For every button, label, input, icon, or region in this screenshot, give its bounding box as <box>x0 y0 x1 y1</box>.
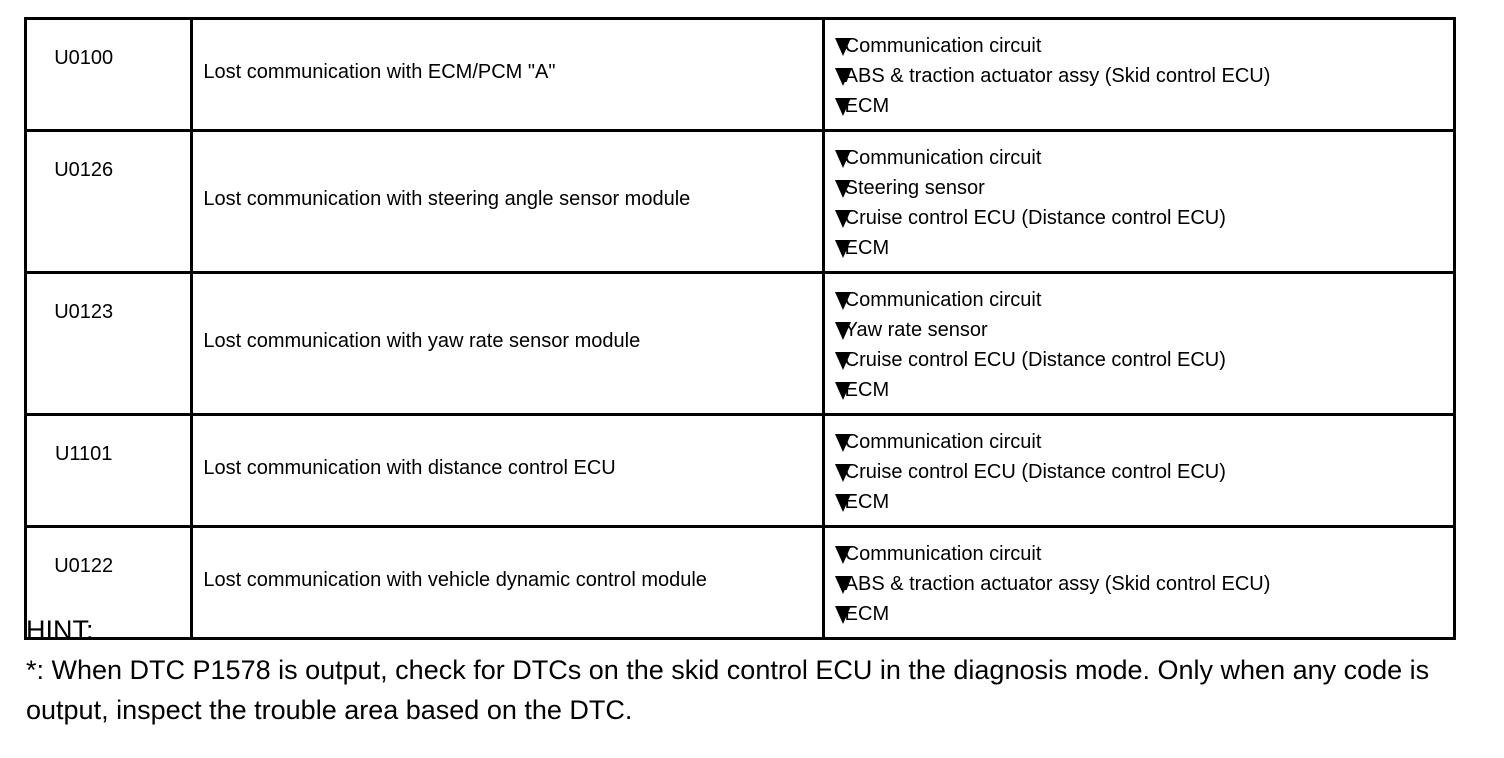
dtc-code-cell: U0122 <box>26 527 192 639</box>
trouble-area-item <box>835 173 1453 203</box>
trouble-area-item <box>835 539 1453 569</box>
trouble-area-cell <box>823 19 1454 131</box>
table-row <box>26 131 1455 273</box>
table-row <box>26 415 1455 527</box>
trouble-area-item <box>835 569 1453 599</box>
dtc-description-cell: Lost communication with ECM/PCM "A" <box>192 19 823 131</box>
trouble-area-text: Steering sensor <box>844 177 985 199</box>
dtc-code-cell: U1101 <box>26 415 192 527</box>
trouble-area-text: Cruise control ECU (Distance control ECU) <box>844 207 1226 229</box>
trouble-area-item <box>835 457 1453 487</box>
trouble-area-text: ECM <box>844 491 890 513</box>
trouble-area-cell <box>823 273 1454 415</box>
dtc-table-body <box>26 19 1455 639</box>
dtc-table <box>24 17 1456 640</box>
trouble-area-text: Communication circuit <box>844 289 1042 311</box>
trouble-area-item <box>835 315 1453 345</box>
dtc-code-cell: U0123 <box>26 273 192 415</box>
hint-section <box>26 610 1466 730</box>
trouble-area-cell <box>823 131 1454 273</box>
table-row <box>26 273 1455 415</box>
trouble-area-item <box>835 61 1453 91</box>
dtc-code-cell: U0100 <box>26 19 192 131</box>
trouble-area-item <box>835 487 1453 517</box>
trouble-area-item <box>835 31 1453 61</box>
trouble-area-text: Cruise control ECU (Distance control ECU) <box>844 461 1226 483</box>
trouble-area-text: Communication circuit <box>844 147 1042 169</box>
dtc-description-cell: Lost communication with steering angle sensor module <box>192 131 823 273</box>
trouble-area-text: ECM <box>844 237 890 259</box>
trouble-area-text: ECM <box>844 379 890 401</box>
hint-text: *: When DTC P1578 is output, check for DTCs on the skid control ECU in the diagnosis mode. Only when any code is output, inspect the trouble area based on the DTC. <box>26 655 1430 725</box>
trouble-area-text: Communication circuit <box>844 35 1042 57</box>
trouble-area-text: Communication circuit <box>844 543 1042 565</box>
trouble-area-text: ECM <box>844 95 890 117</box>
trouble-area-item <box>835 427 1453 457</box>
trouble-area-item <box>835 91 1453 121</box>
dtc-description-cell: Lost communication with distance control ECU <box>192 415 823 527</box>
trouble-area-text: Cruise control ECU (Distance control ECU) <box>844 349 1226 371</box>
trouble-area-item <box>835 345 1453 375</box>
trouble-area-item <box>835 285 1453 315</box>
trouble-area-cell <box>823 415 1454 527</box>
trouble-area-item <box>835 143 1453 173</box>
dtc-code-cell: U0126 <box>26 131 192 273</box>
dtc-description-cell: Lost communication with yaw rate sensor module <box>192 273 823 415</box>
trouble-area-text: Yaw rate sensor <box>844 319 988 341</box>
trouble-area-text: Communication circuit <box>844 431 1042 453</box>
dtc-description-cell: Lost communication with vehicle dynamic control module <box>192 527 823 639</box>
hint-title: HINT: <box>26 615 94 645</box>
trouble-area-text: ABS & traction actuator assy (Skid control ECU) <box>844 573 1271 595</box>
table-row <box>26 19 1455 131</box>
trouble-area-text: ECM <box>844 603 890 625</box>
trouble-area-item <box>835 375 1453 405</box>
trouble-area-item <box>835 203 1453 233</box>
trouble-area-item <box>835 233 1453 263</box>
trouble-area-text: ABS & traction actuator assy (Skid control ECU) <box>844 65 1271 87</box>
